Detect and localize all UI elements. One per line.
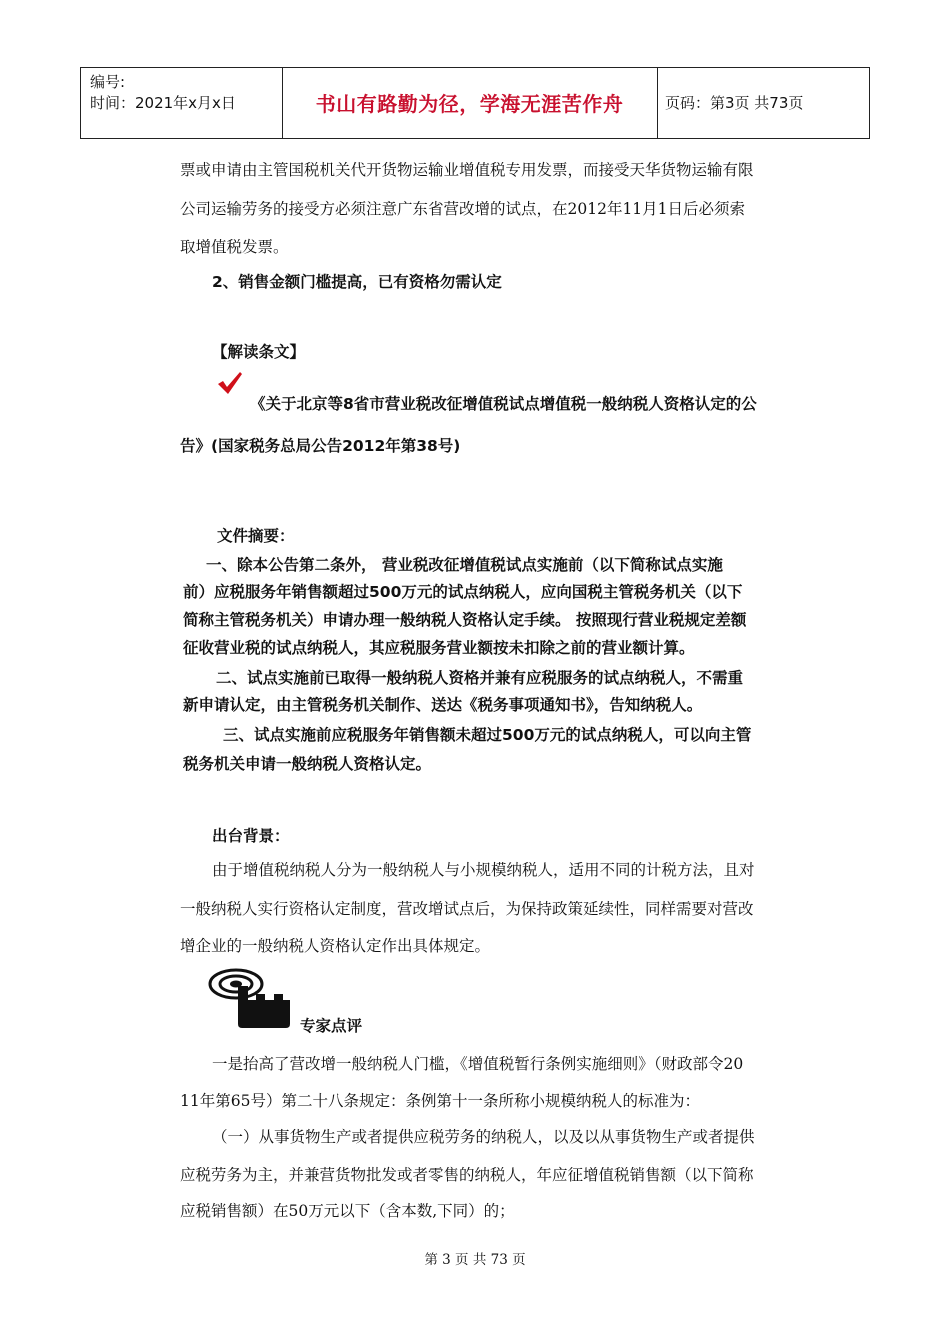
expert-line: （一）从事货物生产或者提供应税劳务的纳税人，以及以从事货物生产或者提供 [212,1128,755,1146]
doc-title-line1: 《关于北京等8省市营业税改征增值税试点增值税一般纳税人资格认定的公 [250,395,757,413]
page-header [80,67,870,139]
header-meta [90,72,236,114]
page-footer: 第 3 页 共 73 页 [424,1252,526,1268]
summary-line: 简称主管税务机关）申请办理一般纳税人资格认定手续。 按照现行营业税规定差额 [183,611,747,629]
summary-line: 税务机关申请一般纳税人资格认定。 [183,755,432,773]
background-label: 出台背景： [212,827,290,845]
background-line: 增企业的一般纳税人资格认定作出具体规定。 [180,937,491,955]
summary-label: 文件摘要： [217,527,295,545]
expert-label: 专家点评 [300,1017,363,1035]
summary-line: 二、试点实施前已取得一般纳税人资格并兼有应税服务的试点纳税人，不需重 [216,669,744,687]
expert-line: 一是抬高了营改增一般纳税人门槛，《增值税暂行条例实施细则》（财政部令20 [212,1055,744,1073]
summary-line: 前）应税服务年销售额超过500万元的试点纳税人，应向国税主管税务机关（以下 [183,583,743,601]
header-page-info: 页码：第3页 共73页 [665,94,804,112]
header-border-left [80,68,81,138]
check-icon [216,370,244,396]
background-line: 由于增值税纳税人分为一般纳税人与小规模纳税人，适用不同的计税方法，且对 [212,861,755,879]
background-line: 一般纳税人实行资格认定制度，营改增试点后，为保持政策延续性，同样需要对营改 [180,900,754,918]
body-line: 票或申请由主管国税机关代开货物运输业增值税专用发票，而接受天华货物运输有限 [180,161,754,179]
header-motto: 书山有路勤为径，学海无涯苦作舟 [315,92,624,116]
summary-line: 新申请认定，由主管税务机关制作、送达《税务事项通知书》，告知纳税人。 [183,696,703,714]
body-line: 公司运输劳务的接受方必须注意广东省营改增的试点，在2012年11月1日后必须索 [180,200,746,218]
doc-title-line2: 告》(国家税务总局公告2012年第38号) [180,437,461,455]
section-title: 2、销售金额门槛提高，已有资格勿需认定 [212,273,502,291]
summary-line: 一、除本公告第二条外， 营业税改征增值税试点实施前（以下简称试点实施 [206,556,723,574]
body-line: 取增值税发票。 [180,238,289,256]
number-label: 编号: [90,73,126,91]
time-label: 时间：2021年x月x日 [90,94,236,112]
hand-signal-icon [208,962,298,1030]
interpretation-label: 【解读条文】 [212,343,306,361]
summary-line: 征收营业税的试点纳税人，其应税服务营业额按未扣除之前的营业额计算。 [183,639,695,657]
header-border-right [869,68,870,138]
summary-line: 三、试点实施前应税服务年销售额未超过500万元的试点纳税人，可以向主管 [223,726,752,744]
header-divider-2 [657,68,658,138]
expert-line: 应税劳务为主，并兼营货物批发或者零售的纳税人，年应征增值税销售额（以下简称 [180,1166,754,1184]
expert-line: 11年第65号）第二十八条规定：条例第十一条所称小规模纳税人的标准为： [180,1092,700,1110]
expert-line: 应税销售额）在50万元以下（含本数,下同）的； [180,1202,515,1220]
